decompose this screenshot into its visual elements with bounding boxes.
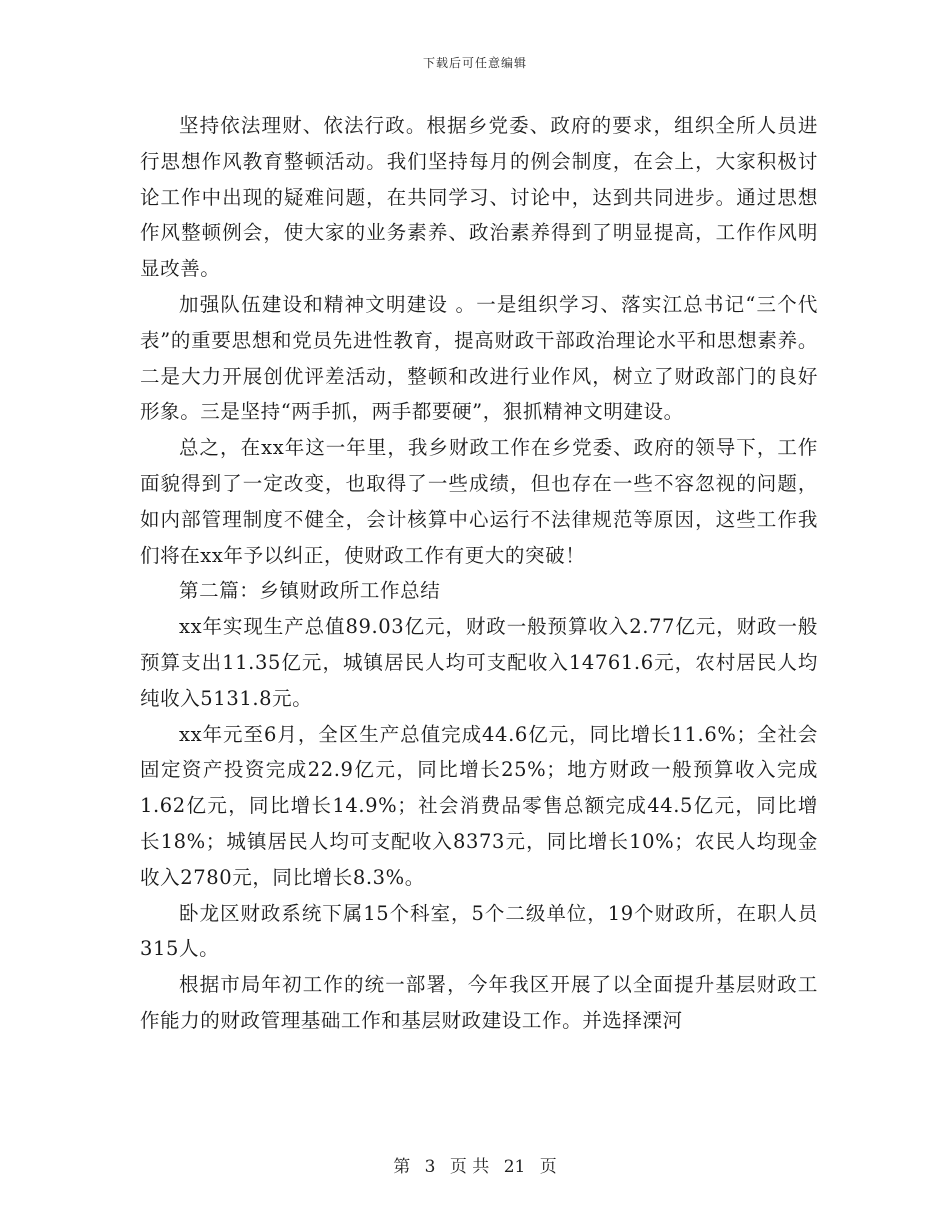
document-body — [140, 108, 818, 1039]
header-note: 下载后可任意编辑 — [422, 56, 527, 70]
footer-middle: 页 共 — [449, 1157, 490, 1177]
page-footer — [0, 1152, 950, 1177]
paragraph: 坚持依法理财、依法行政。根据乡党委、政府的要求，组织全所人员进行思想作风教育整顿活动。我们坚持每月的例会制度，在会上，大家积极讨论工作中出现的疑难问题，在共同学习、讨论中，达到共同进步。通过思想作风整顿例会，使大家的业务素养、政治素养得到了明显提高，工作作风明显改善。 — [140, 114, 818, 281]
paragraph: xx年实现生产总值89.03亿元，财政一般预算收入2.77亿元，财政一般预算支出11.35亿元，城镇居民人均可支配收入14761.6元，农村居民人均纯收入5131.8元。 — [140, 615, 818, 710]
section-heading: 第二篇：乡镇财政所工作总结 — [179, 579, 441, 603]
current-page-number: 3 — [424, 1157, 436, 1177]
paragraph: xx年元至6月，全区生产总值完成44.6亿元，同比增长11.6%；全社会固定资产投资完成22.9亿元，同比增长25%；地方财政一般预算收入完成1.62亿元，同比增长14.9%；社会消费品零售总额完成44.5亿元，同比增长18%；城镇居民人均可支配收入8373元，同比增长10%；农民人均现金收入2780元，同比增长8.3%。 — [140, 722, 818, 889]
footer-prefix: 第 — [393, 1157, 411, 1177]
paragraph: 卧龙区财政系统下属15个科室，5个二级单位，19个财政所，在职人员315人。 — [140, 901, 818, 961]
paragraph: 总之，在xx年这一年里，我乡财政工作在乡党委、政府的领导下，工作面貌得到了一定改变，也取得了一些成绩，但也存在一些不容忽视的问题，如内部管理制度不健全，会计核算中心运行不法律规范等原因，这些工作我们将在xx年予以纠正，使财政工作有更大的突破！ — [140, 436, 818, 567]
paragraph: 加强队伍建设和精神文明建设 。一是组织学习、落实江总书记“三个代表”的重要思想和党员先进性教育，提高财政干部政治理论水平和思想素养。二是大力开展创优评差活动，整顿和改进行业作风，树立了财政部门的良好形象。三是坚持“两手抓，两手都要硬”，狠抓精神文明建设。 — [140, 292, 818, 424]
footer-suffix: 页 — [539, 1157, 557, 1177]
total-pages-number: 21 — [503, 1157, 526, 1177]
paragraph: 根据市局年初工作的统一部署，今年我区开展了以全面提升基层财政工作能力的财政管理基础工作和基层财政建设工作。并选择溧河 — [140, 973, 818, 1032]
